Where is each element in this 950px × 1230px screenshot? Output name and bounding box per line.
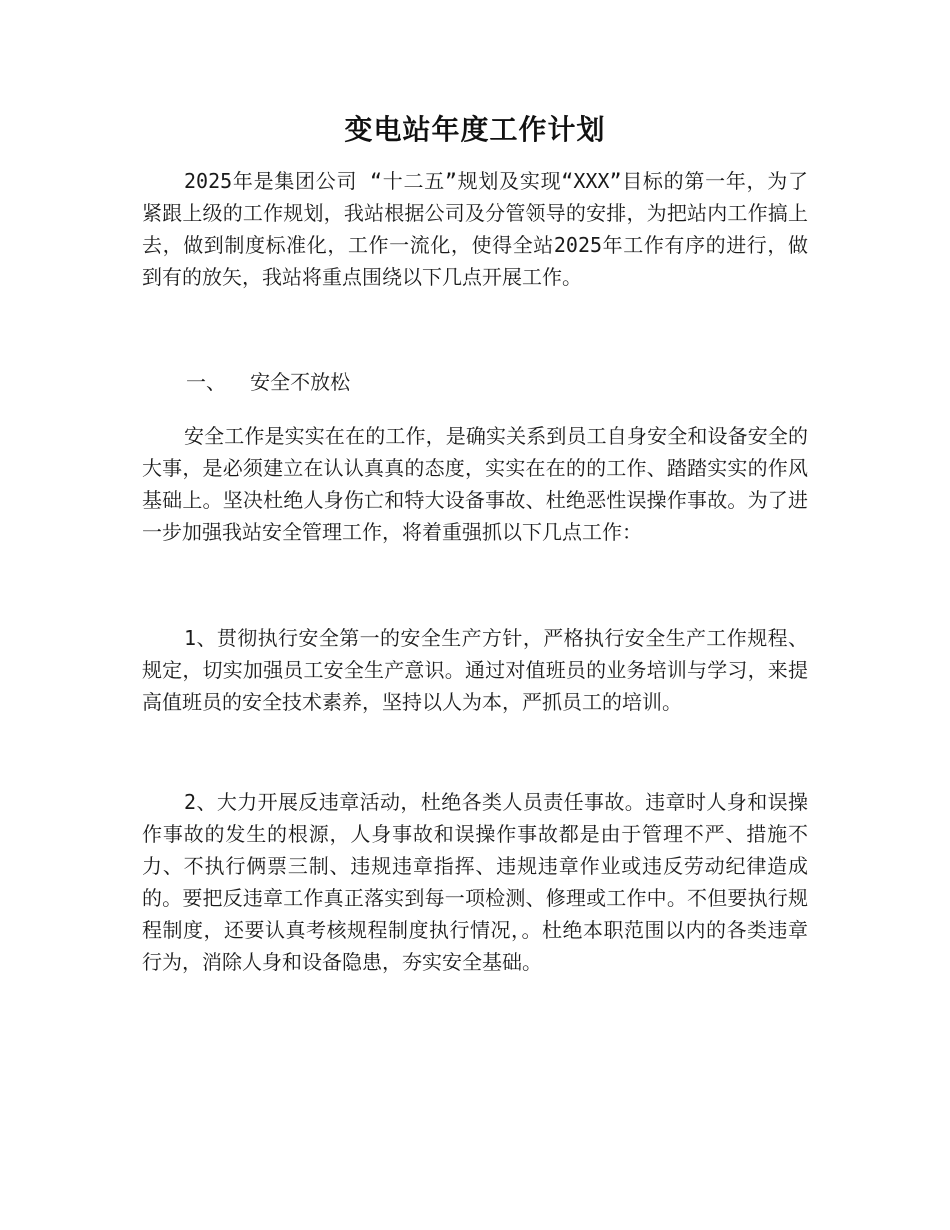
document-title: 变电站年度工作计划	[344, 113, 606, 146]
list-item-1: 1、贯彻执行安全第一的安全生产方针，严格执行安全生产工作规程、规定，切实加强员工安全生产意识。通过对值班员的业务培训与学习，来提高值班员的安全技术素养，坚持以人为本，严抓员工的培训。	[142, 626, 808, 714]
intro-paragraph: 2025年是集团公司 “十二五”规划及实现“XXX”目标的第一年，为了紧跟上级的工作规划，我站根据公司及分管领导的安排，为把站内工作搞上去，做到制度标准化，工作一流化，使得全站2025年工作有序的进行，做到有的放矢，我站将重点围绕以下几点开展工作。	[142, 169, 808, 289]
safety-paragraph: 安全工作是实实在在的工作，是确实关系到员工自身安全和设备安全的大事，是必须建立在认认真真的态度，实实在在的的工作、踏踏实实的作风基础上。坚决杜绝人身伤亡和特大设备事故、杜绝恶性误操作事故。为了进一步加强我站安全管理工作，将着重强抓以下几点工作：	[142, 424, 808, 544]
list-item-2: 2、大力开展反违章活动，杜绝各类人员责任事故。违章时人身和误操作事故的发生的根源，人身事故和误操作事故都是由于管理不严、措施不力、不执行俩票三制、违规违章指挥、违规违章作业或违反劳动纪律造成的。要把反违章工作真正落实到每一项检测、修理或工作中。不但要执行规程制度，还要认真考核规程制度执行情况，。杜绝本职范围以内的各类违章行为，消除人身和设备隐患，夯实安全基础。	[142, 790, 808, 974]
section-heading-safety: 一、 安全不放松	[186, 370, 351, 394]
